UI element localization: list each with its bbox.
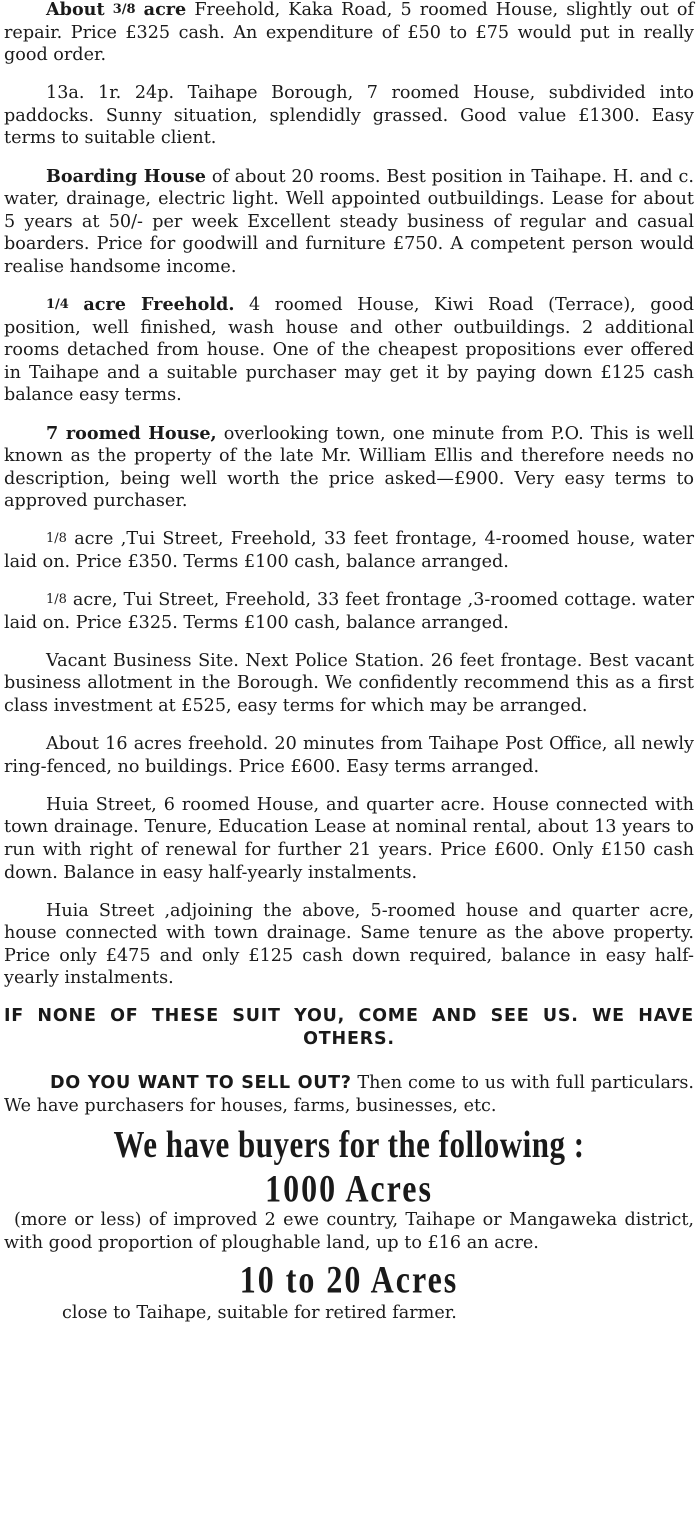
listing-text: 4 roomed House, Kiwi Road (Terrace), good position, well finished, wash house and other outbuildings. 2 additional rooms detached from house. One of the cheapest propositions ever offered in Taihape and a suitable purchaser may get it by paying down £125 cash balance easy terms. <box>4 295 695 406</box>
listing-kaka-road <box>4 0 694 67</box>
listing-boarding-house <box>4 166 694 279</box>
listing-text: 13a. 1r. 24p. Taihape Borough, 7 roomed House, subdivided into paddocks. Sunny situation, splendidly grassed. Good value £1300. Easy terms to suitable client. <box>4 83 694 149</box>
listing-text: Huia Street ,adjoining the above, 5-roomed house and quarter acre, house connected with town drainage. Same tenure as the above property. Price only £475 and only £125 cash down required, balance in easy half-yearly instalments. <box>4 900 694 989</box>
listing-taihape-borough <box>4 82 694 150</box>
sell-out-notice <box>4 1072 694 1117</box>
listing-text: acre, Tui Street, Freehold, 33 feet frontage ,3-roomed cottage. water laid on. Price £325. Terms £100 cash, balance arranged. <box>4 590 694 633</box>
listing-huia-street-6-room <box>4 794 694 884</box>
listing-text: of about 20 rooms. Best position in Taihape. H. and c. water, drainage, electric light. Well appointed outbuildings. Lease for about 5 years at 50/- per week Excellent steady business of regular and casual boarders. Price for goodwill and furniture £750. A competent person would realise handsome income. <box>4 166 694 277</box>
listing-tui-street-4-room <box>4 528 694 573</box>
fraction: 1/8 <box>46 531 67 547</box>
sell-out-heading: DO YOU WANT TO SELL OUT? <box>50 1073 352 1094</box>
want-10-20-acres-heading: 10 to 20 Acres <box>239 1257 459 1302</box>
listing-lead: acre Freehold. <box>83 294 235 316</box>
want-1000-acres-heading: 1000 Acres <box>265 1166 433 1211</box>
listing-16-acres <box>4 733 694 778</box>
listing-tui-street-3-room <box>4 589 694 634</box>
sell-out-text: Then come to us with full particulars. We have purchasers for houses, farms, businesses, etc. <box>4 1073 694 1116</box>
none-suit-notice: IF NONE OF THESE SUIT YOU, COME AND SEE US. WE HAVE OTHERS. <box>4 1006 694 1050</box>
listing-text: overlooking town, one minute from P.O. This is well known as the property of the late Mr. William Ellis and therefore needs no description, being well worth the price asked—£900. Very easy terms to approved purchaser. <box>4 423 694 512</box>
listing-text: About 16 acres freehold. 20 minutes from Taihape Post Office, all newly ring-fenced, no buildings. Price £600. Easy terms arranged. <box>4 734 694 777</box>
want-10-20-acres-text: close to Taihape, suitable for retired farmer. <box>62 1303 457 1324</box>
listing-huia-street-5-room <box>4 900 694 990</box>
buyers-heading: We have buyers for the following : <box>113 1123 585 1167</box>
listing-lead: 7 roomed House, <box>46 422 217 444</box>
listing-lead: About <box>46 0 105 20</box>
listing-seven-roomed-house <box>4 423 694 513</box>
listing-text: Vacant Business Site. Next Police Station. 26 feet frontage. Best vacant business allotment in the Borough. We confidently recommend this as a first class investment at £525, easy terms for which may be arranged. <box>4 650 694 716</box>
listing-text: acre ,Tui Street, Freehold, 33 feet frontage, 4-roomed house, water laid on. Price £350. Terms £100 cash, balance arranged. <box>4 529 694 572</box>
listing-text: Freehold, Kaka Road, 5 roomed House, slightly out of repair. Price £325 cash. An expenditure of £50 to £75 would put in really good order. <box>4 0 695 66</box>
listing-business-site <box>4 650 694 718</box>
listing-lead: acre <box>143 0 187 20</box>
fraction: 1/4 <box>46 297 69 313</box>
listing-text: Huia Street, 6 roomed House, and quarter acre. House connected with town drainage. Tenure, Education Lease at nominal rental, about 13 years to run with right of renewal for further 21 years. Price £600. Only £150 cash down. Balance in easy half-yearly instalments. <box>4 794 694 883</box>
listing-kiwi-road <box>4 294 694 407</box>
fraction: 1/8 <box>46 592 67 608</box>
listing-lead: Boarding House <box>46 165 206 187</box>
want-1000-acres-text: (more or less) of improved 2 ewe country, Taihape or Mangaweka district, with good proportion of ploughable land, up to £16 an acre. <box>4 1210 694 1253</box>
fraction: 3/8 <box>112 2 136 17</box>
